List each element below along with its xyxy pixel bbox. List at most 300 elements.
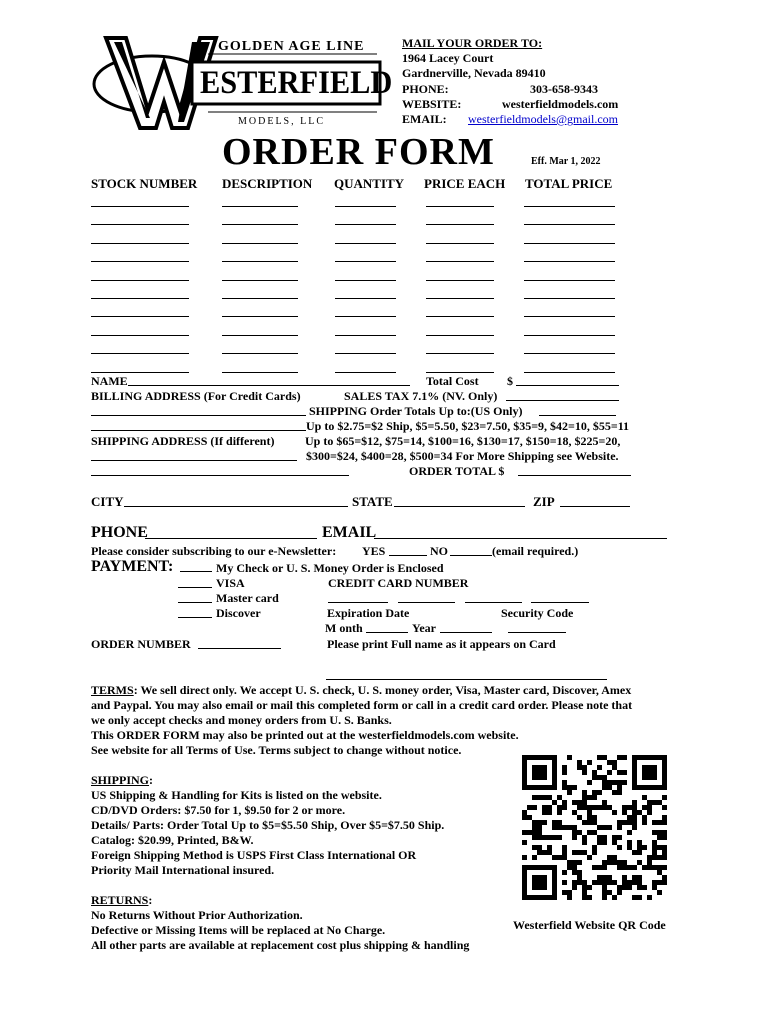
phone-field[interactable] [145,538,317,539]
qr-module [577,815,582,820]
order-row-4-field-4[interactable] [426,261,494,262]
qr-module [557,810,562,815]
order-row-2-field-2[interactable] [222,224,298,225]
shipping-line-4: Catalog: $20.99, Printed, B&W. [91,833,254,847]
order-row-1-field-5[interactable] [524,206,615,207]
qr-module [657,865,662,870]
card-number-field-3[interactable] [465,602,522,603]
payment-check-field[interactable] [180,571,212,572]
qr-module [552,800,557,805]
qr-caption: Westerfield Website QR Code [513,918,666,932]
mail-city: Gardnerville, Nevada 89410 [402,66,546,80]
qr-module [622,880,627,885]
order-row-7-field-2[interactable] [222,316,298,317]
qr-module [552,855,557,860]
order-row-6-field-3[interactable] [335,298,396,299]
newsletter-prompt: Please consider subscribing to our e-Newsletter: [91,544,337,558]
logo-top-text: GOLDEN AGE LINE [218,39,365,54]
order-row-1-field-1[interactable] [91,206,189,207]
qr-module [637,840,642,845]
qr-module [647,855,652,860]
qr-module [647,800,652,805]
payment-option-visa: VISA [216,576,245,590]
column-header-stock: STOCK NUMBER [91,176,198,191]
order-row-6-field-2[interactable] [222,298,298,299]
qr-module [652,830,657,835]
name-field[interactable] [128,385,410,386]
order-row-10-field-2[interactable] [222,372,298,373]
qr-module [602,865,607,870]
shipping-totals-label: SHIPPING Order Totals Up to:(US Only) [309,404,523,418]
qr-module [617,845,622,850]
qr-module [662,865,667,870]
qr-module [657,890,662,895]
page-title: ORDER FORM [222,131,495,173]
qr-module [572,785,577,790]
qr-module [532,835,537,840]
order-row-2-field-1[interactable] [91,224,189,225]
shipping-line-6: Priority Mail International insured. [91,863,275,877]
qr-module [612,790,617,795]
zip-label: ZIP [533,494,555,509]
print-name-field[interactable] [326,679,607,680]
qr-module [577,870,582,875]
qr-module [612,765,617,770]
qr-module [622,770,627,775]
qr-module [582,850,587,855]
qr-module [582,885,587,890]
state-field[interactable] [394,506,525,507]
order-row-5-field-2[interactable] [222,280,298,281]
qr-module [632,850,637,855]
qr-module [547,850,552,855]
order-row-9-field-1[interactable] [91,353,189,354]
qr-module [592,770,597,775]
order-row-7-field-3[interactable] [335,316,396,317]
qr-module [582,895,587,900]
qr-module [572,870,577,875]
email-field[interactable] [374,538,667,539]
returns-heading-text: RETURNS [91,893,149,907]
card-number-field-4[interactable] [531,602,589,603]
order-total-label: ORDER TOTAL $ [409,464,505,478]
mail-website-label: WEBSITE: [402,97,462,111]
card-number-field-1[interactable] [328,602,388,603]
order-row-10-field-4[interactable] [426,372,494,373]
qr-module [657,845,662,850]
qr-module [582,805,587,810]
qr-module [547,845,552,850]
order-row-5-field-5[interactable] [524,280,615,281]
logo-sub-text: MODELS, LLC [238,116,325,127]
order-row-1-field-4[interactable] [426,206,494,207]
card-number-field-2[interactable] [398,602,455,603]
qr-module [577,875,582,880]
westerfield-logo [92,32,393,132]
qr-module [532,875,547,890]
qr-module [562,845,567,850]
qr-module [607,880,612,885]
qr-module [602,775,607,780]
qr-module [597,835,602,840]
qr-module [617,770,622,775]
qr-module [652,850,657,855]
qr-module [662,830,667,835]
shipping-line-1: US Shipping & Handling for Kits is listed on the website. [91,788,382,802]
qr-module [632,865,637,870]
qr-module [527,830,532,835]
qr-module [627,830,632,835]
returns-heading-colon: : [148,893,153,907]
column-header-total-price: TOTAL PRICE [525,176,613,191]
order-row-5-field-4[interactable] [426,280,494,281]
qr-module [607,855,612,860]
sales-tax-label: SALES TAX 7.1% (NV. Only) [344,389,498,403]
qr-module [602,840,607,845]
print-name-label: Please print Full name as it appears on Card [327,637,556,651]
qr-module [642,765,657,780]
order-row-3-field-1[interactable] [91,243,189,244]
qr-module [552,820,557,825]
qr-module [642,820,647,825]
qr-module [522,810,527,815]
shipping-totals-field[interactable] [539,415,616,416]
order-row-2-field-4[interactable] [426,224,494,225]
order-row-9-field-2[interactable] [222,353,298,354]
shipping-address-line-2[interactable] [91,475,349,476]
qr-module [587,885,592,890]
qr-module [637,860,642,865]
terms-line-2: and Paypal. You may also email or mail this completed form or call in a credit card order. Please note that [91,698,633,712]
qr-module [532,825,537,830]
qr-module [632,820,637,825]
qr-module [577,800,582,805]
qr-module [662,850,667,855]
qr-module [602,880,607,885]
qr-module [632,825,637,830]
shipping-line-3: Details/ Parts: Order Total Up to $5=$5.50 Ship, Over $5=$7.50 Ship. [91,818,445,832]
order-row-9-field-4[interactable] [426,353,494,354]
email-label: EMAIL [322,524,377,541]
qr-module [572,865,577,870]
qr-module [547,795,552,800]
qr-module [617,885,622,890]
qr-module [577,805,582,810]
qr-module [617,820,622,825]
order-row-3-field-2[interactable] [222,243,298,244]
qr-module [632,895,637,900]
mail-email-label: EMAIL: [402,112,447,126]
qr-module [572,800,577,805]
qr-module [562,855,567,860]
qr-module [622,865,627,870]
qr-module [602,755,607,760]
newsletter-note: (email required.) [492,544,579,558]
order-row-4-field-5[interactable] [524,261,615,262]
qr-module [552,825,557,830]
mail-email-link[interactable]: westerfieldmodels@gmail.com [468,112,619,126]
qr-module [577,850,582,855]
order-row-7-field-5[interactable] [524,316,615,317]
billing-address-line-1[interactable] [91,415,306,416]
qr-module [622,860,627,865]
logo-name: ESTERFIELD [200,65,393,101]
qr-module [597,805,602,810]
qr-module [617,890,622,895]
qr-module [662,845,667,850]
qr-module [582,835,587,840]
qr-module [602,805,607,810]
qr-module [587,895,592,900]
qr-module [562,785,567,790]
qr-module [637,845,642,850]
qr-module [597,865,602,870]
order-row-10-field-5[interactable] [524,372,615,373]
shipping-line-2: CD/DVD Orders: $7.50 for 1, $9.50 for 2 or more. [91,803,346,817]
order-row-10-field-1[interactable] [91,372,189,373]
order-row-8-field-2[interactable] [222,335,298,336]
payment-mastercard-field[interactable] [178,602,212,603]
qr-module [562,800,567,805]
qr-module [647,805,652,810]
qr-module [582,790,587,795]
city-field[interactable] [124,506,348,507]
qr-module [652,865,657,870]
order-row-8-field-5[interactable] [524,335,615,336]
mail-street: 1964 Lacey Court [402,51,494,65]
qr-module [587,780,592,785]
qr-module [627,820,632,825]
order-row-9-field-3[interactable] [335,353,396,354]
qr-module [572,830,577,835]
order-row-1-field-2[interactable] [222,206,298,207]
order-row-3-field-3[interactable] [335,243,396,244]
payment-visa-field[interactable] [178,587,212,588]
order-row-8-field-1[interactable] [91,335,189,336]
qr-module [542,810,547,815]
qr-module [542,835,547,840]
qr-module [537,850,542,855]
qr-module [587,830,592,835]
month-field[interactable] [366,632,408,633]
qr-module [612,860,617,865]
shipping-heading-text: SHIPPING [91,773,150,787]
qr-module [637,810,642,815]
qr-module [602,825,607,830]
qr-module [617,780,622,785]
order-row-5-field-1[interactable] [91,280,189,281]
qr-code-graphic [522,755,667,900]
qr-module [597,790,602,795]
total-cost-field[interactable] [516,385,619,386]
column-header-quantity: QUANTITY [334,176,405,191]
order-number-label: ORDER NUMBER [91,637,191,651]
order-row-2-field-5[interactable] [524,224,615,225]
qr-module [567,890,572,895]
order-total-field[interactable] [518,475,631,476]
qr-module [617,825,622,830]
qr-module [612,840,617,845]
qr-module [602,835,607,840]
order-row-4-field-1[interactable] [91,261,189,262]
qr-module [622,885,627,890]
qr-module [542,795,547,800]
qr-module [592,845,597,850]
qr-module [567,865,572,870]
qr-module [537,795,542,800]
qr-module [587,855,592,860]
mail-heading: MAIL YOUR ORDER TO: [402,36,543,50]
terms-line-5: See website for all Terms of Use. Terms subject to change without notice. [91,743,462,757]
qr-module [592,815,597,820]
order-row-8-field-3[interactable] [335,335,396,336]
qr-module [597,825,602,830]
qr-module [582,890,587,895]
qr-module [622,875,627,880]
order-row-4-field-2[interactable] [222,261,298,262]
order-row-1-field-3[interactable] [335,206,396,207]
qr-module [662,875,667,880]
qr-module [592,820,597,825]
qr-module [612,895,617,900]
qr-module [567,790,572,795]
qr-module [567,825,572,830]
qr-module [567,895,572,900]
qr-module [627,805,632,810]
qr-module [602,860,607,865]
security-code-label: Security Code [501,606,574,620]
qr-module [607,780,612,785]
qr-module [597,755,602,760]
qr-module [637,885,642,890]
order-row-6-field-1[interactable] [91,298,189,299]
qr-module [607,890,612,895]
qr-module [562,870,567,875]
qr-module [652,840,657,845]
order-row-8-field-4[interactable] [426,335,494,336]
qr-module [602,875,607,880]
qr-module [557,795,562,800]
qr-module [642,865,647,870]
qr-module [647,810,652,815]
billing-address-label: BILLING ADDRESS (For Credit Cards) [91,389,301,403]
qr-module [657,855,662,860]
qr-module [617,865,622,870]
order-row-3-field-4[interactable] [426,243,494,244]
qr-module [542,805,547,810]
qr-module [527,815,532,820]
order-row-4-field-3[interactable] [335,261,396,262]
newsletter-yes-field[interactable] [389,555,427,556]
newsletter-no-label: NO [430,544,448,558]
order-number-field[interactable] [198,648,281,649]
qr-module [612,780,617,785]
qr-module [562,825,567,830]
order-row-5-field-3[interactable] [335,280,396,281]
qr-module [582,800,587,805]
qr-module [652,885,657,890]
qr-module [552,835,557,840]
qr-module [597,775,602,780]
order-row-6-field-5[interactable] [524,298,615,299]
qr-module [617,860,622,865]
shipping-address-line-1[interactable] [91,460,297,461]
zip-field[interactable] [560,506,630,507]
effective-date: Eff. Mar 1, 2022 [531,156,601,167]
qr-module [537,825,542,830]
qr-module [532,820,537,825]
order-row-2-field-3[interactable] [335,224,396,225]
qr-module [647,865,652,870]
qr-module [662,795,667,800]
order-row-6-field-4[interactable] [426,298,494,299]
qr-module [637,880,642,885]
order-row-9-field-5[interactable] [524,353,615,354]
qr-module [597,840,602,845]
qr-module [637,850,642,855]
qr-module [662,835,667,840]
shipping-address-label: SHIPPING ADDRESS (If different) [91,434,275,448]
year-field[interactable] [440,632,492,633]
qr-module [617,790,622,795]
qr-module [577,760,582,765]
newsletter-no-field[interactable] [450,555,492,556]
sales-tax-field[interactable] [506,400,619,401]
name-label: NAME [91,374,128,388]
qr-module [652,820,657,825]
qr-module [592,790,597,795]
order-row-3-field-5[interactable] [524,243,615,244]
qr-code[interactable] [522,755,667,900]
qr-module [617,785,622,790]
order-row-7-field-1[interactable] [91,316,189,317]
qr-module [642,805,647,810]
qr-module [622,755,627,760]
mail-website: westerfieldmodels.com [502,97,619,111]
month-label: M onth [325,621,363,635]
qr-module [617,835,622,840]
billing-address-line-2[interactable] [91,430,306,431]
qr-module [607,770,612,775]
payment-option-mastercard: Master card [216,591,279,605]
qr-module [587,810,592,815]
qr-module [532,795,537,800]
qr-module [647,860,652,865]
qr-module [642,815,647,820]
qr-module [537,830,542,835]
qr-module [622,780,627,785]
qr-module [572,835,577,840]
qr-module [522,840,527,845]
qr-module [597,765,602,770]
expiration-label: Expiration Date [327,606,410,620]
qr-module [537,835,542,840]
returns-line-1: No Returns Without Prior Authorization. [91,908,303,922]
qr-module [662,855,667,860]
qr-module [562,805,567,810]
qr-module [592,830,597,835]
returns-line-3: All other parts are available at replacement cost plus shipping & handling [91,938,470,952]
qr-module [562,850,567,855]
order-row-7-field-4[interactable] [426,316,494,317]
payment-discover-field[interactable] [178,617,212,618]
qr-module [632,810,637,815]
qr-module [577,880,582,885]
state-label: STATE [352,494,393,509]
order-row-10-field-3[interactable] [335,372,396,373]
qr-module [602,890,607,895]
security-code-field[interactable] [508,632,566,633]
